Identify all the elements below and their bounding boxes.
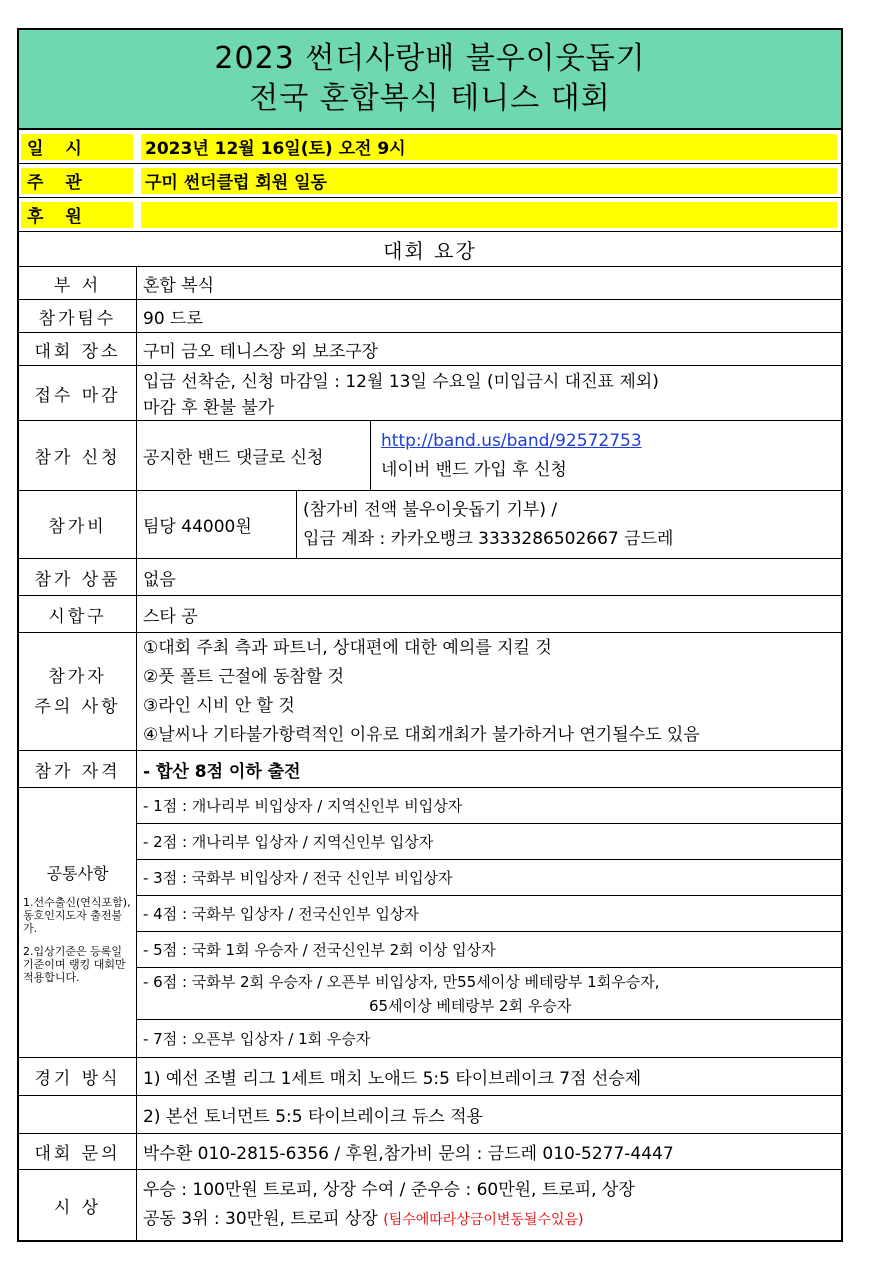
qualification-label: 참가 자격 xyxy=(19,751,137,787)
band-link[interactable]: http://band.us/band/92572753 xyxy=(381,430,642,451)
deadline-line-2: 마감 후 환불 불가 xyxy=(143,397,275,418)
common-note-1: 1.선수출신(연식포함),동호인지도자 출전불가. xyxy=(23,896,131,935)
awards-value xyxy=(137,1170,635,1240)
apply-note: 네이버 밴드 가입 후 신청 xyxy=(381,459,567,480)
contact-row xyxy=(19,1134,841,1170)
awards-line-2 xyxy=(143,1205,635,1235)
date-value: 2023년 12월 16일(토) 오전 9시 xyxy=(141,134,837,160)
host-label: 주 관 xyxy=(21,168,133,194)
awards-line-1: 우승 : 100만원 트로피, 상장 수여 / 준우승 : 60만원, 트로피, 상장 xyxy=(143,1179,635,1200)
format-row-2 xyxy=(19,1096,841,1134)
ball-row xyxy=(19,596,841,633)
grade-item: - 2점 : 개나리부 입상자 / 지역신인부 입상자 xyxy=(137,824,841,860)
notice-item: ④날씨나 기타불가항력적인 이유로 대회개최가 불가하거나 연기될수도 있음 xyxy=(143,724,700,745)
grade-list xyxy=(137,788,841,1057)
format-row-1 xyxy=(19,1058,841,1096)
grade-item: - 4점 : 국화부 입상자 / 전국신인부 입상자 xyxy=(137,896,841,932)
common-label-cell xyxy=(19,788,137,1057)
title-line-2: 전국 혼합복식 테니스 대회 xyxy=(249,81,611,116)
title-banner xyxy=(19,30,841,130)
awards-note: (팀수에따라상금이변동될수있음) xyxy=(383,1211,584,1228)
deadline-row xyxy=(19,366,841,421)
awards-label: 시 상 xyxy=(19,1170,137,1240)
awards-third-place: 공동 3위 : 30만원, 트로피 상장 xyxy=(143,1208,378,1229)
notice-label xyxy=(19,633,137,750)
fee-row xyxy=(19,491,841,559)
format-label-empty xyxy=(19,1096,137,1133)
notice-row xyxy=(19,633,841,751)
notice-list xyxy=(137,633,700,750)
apply-method: 공지한 밴드 댓글로 신청 xyxy=(137,421,371,490)
tournament-sheet xyxy=(17,28,843,1242)
fee-label: 참가비 xyxy=(19,491,137,558)
grade-item: - 1점 : 개나리부 비입상자 / 지역신인부 비입상자 xyxy=(137,788,841,824)
grade-item xyxy=(137,968,841,1020)
fee-amount: 팀당 44000원 xyxy=(137,491,297,558)
format-label: 경기 방식 xyxy=(19,1058,137,1095)
notice-label-line-1: 참가자 xyxy=(48,666,107,687)
venue-label: 대회 장소 xyxy=(19,333,137,365)
deadline-value xyxy=(137,366,659,420)
notice-item: ③라인 시비 안 할 것 xyxy=(143,695,295,716)
teams-row xyxy=(19,300,841,333)
deadline-label: 접수 마감 xyxy=(19,366,137,420)
format-line-2: 2) 본선 토너먼트 5:5 타이브레이크 듀스 적용 xyxy=(143,1107,483,1127)
fee-account: 입금 계좌 : 카카오뱅크 3333286502667 금드레 xyxy=(303,528,674,549)
apply-label: 참가 신청 xyxy=(19,421,137,490)
sponsor-value xyxy=(141,202,837,228)
grade-item: - 3점 : 국화부 비입상자 / 전국 신인부 비입상자 xyxy=(137,860,841,896)
common-note-2: 2.입상기준은 등록일 기준이며 랭킹 대회만 적용합니다. xyxy=(23,945,126,984)
common-row xyxy=(19,788,841,1058)
deadline-line-1: 입금 선착순, 신청 마감일 : 12월 13일 수요일 (미입금시 대진표 제외) xyxy=(143,371,659,392)
notice-item: ②풋 폴트 근절에 동참할 것 xyxy=(143,666,345,687)
qualification-value: - 합산 8점 이하 출전 xyxy=(143,761,301,782)
division-label: 부 서 xyxy=(19,267,137,299)
notice-item: ①대회 주최 측과 파트너, 상대편에 대한 예의를 지킬 것 xyxy=(143,637,552,658)
goods-value: 없음 xyxy=(143,569,176,590)
section-title: 대회 요강 xyxy=(19,232,841,267)
date-label: 일 시 xyxy=(21,134,133,160)
host-row xyxy=(19,164,841,198)
common-label: 공통사항 xyxy=(46,864,109,883)
grade-item: - 7점 : 오픈부 입상자 / 1회 우승자 xyxy=(143,1030,371,1048)
grade-item: - 5점 : 국화 1회 우승자 / 전국신인부 2회 이상 입상자 xyxy=(137,932,841,968)
title-line-1: 2023 썬더사랑배 불우이웃돕기 xyxy=(214,41,646,76)
teams-label: 참가팀수 xyxy=(19,300,137,332)
fee-line-1: (참가비 전액 불우이웃돕기 기부) / xyxy=(303,499,558,520)
date-row xyxy=(19,130,841,164)
apply-row xyxy=(19,421,841,491)
goods-row xyxy=(19,559,841,596)
ball-value: 스타 공 xyxy=(143,606,198,627)
sponsor-label: 후 원 xyxy=(21,202,133,228)
ball-label: 시합구 xyxy=(19,596,137,632)
awards-row xyxy=(19,1170,841,1240)
division-value: 혼합 복식 xyxy=(143,275,215,296)
grade-6-line-2: 65세이상 베테랑부 2회 우승자 xyxy=(369,996,572,1015)
contact-label: 대회 문의 xyxy=(19,1134,137,1169)
fee-detail xyxy=(297,491,673,558)
contact-value: 박수환 010-2815-6356 / 후원,참가비 문의 : 금드레 010-5277-4447 xyxy=(143,1144,674,1164)
teams-value: 90 드로 xyxy=(143,308,203,329)
grade-6-line-1: - 6점 : 국화부 2회 우승자 / 오픈부 비입상자, 만55세이상 베테랑부 1회우승자, xyxy=(143,972,660,991)
apply-link-cell xyxy=(371,421,642,490)
division-row xyxy=(19,267,841,300)
notice-label-line-2: 주의 사항 xyxy=(34,696,121,717)
goods-label: 참가 상품 xyxy=(19,559,137,595)
format-line-1: 1) 예선 조별 리그 1세트 매치 노애드 5:5 타이브레이크 7점 선승제 xyxy=(143,1069,642,1089)
qualification-row xyxy=(19,751,841,788)
venue-value: 구미 금오 테니스장 외 보조구장 xyxy=(143,341,379,362)
host-value: 구미 썬더클럽 회원 일동 xyxy=(141,168,837,194)
sponsor-row xyxy=(19,198,841,232)
venue-row xyxy=(19,333,841,366)
